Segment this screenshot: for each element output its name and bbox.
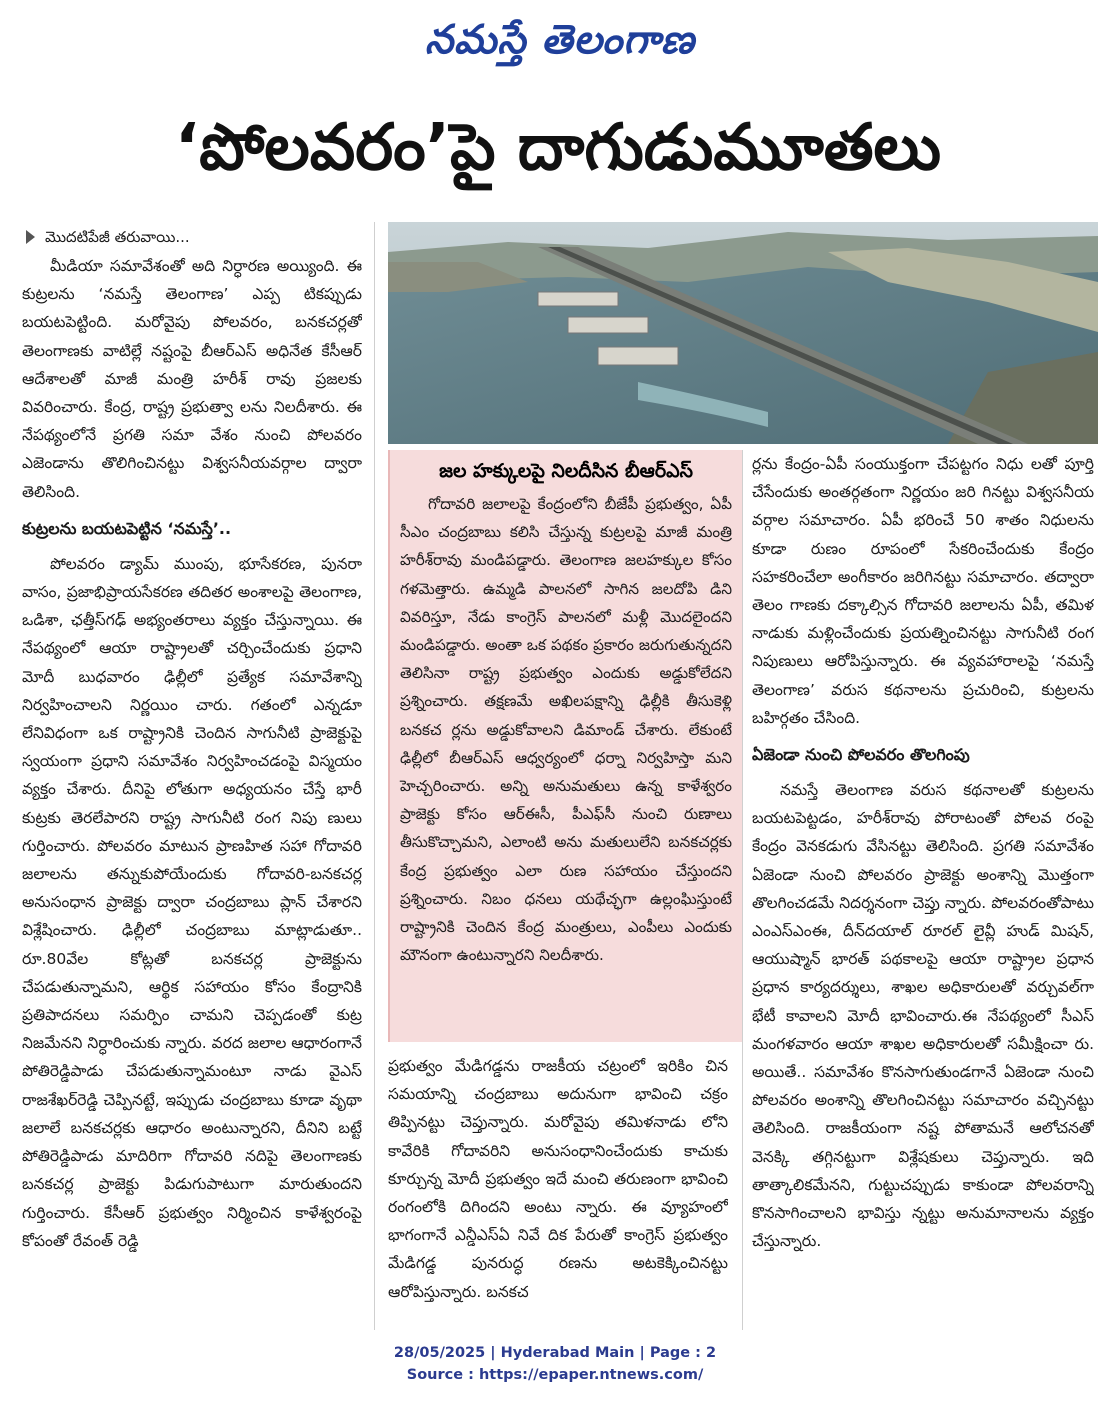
- column-divider: [374, 222, 375, 1330]
- section-subhead: కుట్రలను బయటపెట్టిన ‘నమస్తే’..: [22, 518, 232, 538]
- headline: ‘పోలవరం’పై దాగుడుమూతలు: [174, 111, 942, 185]
- continued-label: మొదటిపేజీ తరువాయి...: [45, 227, 190, 246]
- masthead-title: నమస్తే తెలంగాణ: [424, 16, 696, 63]
- footer-source: Source : https://epaper.ntnews.com/: [406, 1367, 704, 1383]
- article-paragraph: మీడియా సమావేశంతో అది నిర్ధారణ అయ్యింది. ఈ కుట్రలను ‘నమస్తే తెలంగాణ’ ఎప్ప టికప్పుడు బయటపెట్టింది. మరోవైపు పోలవరం, బనకచర్లతో తెలంగాణకు వాటిల్లే నష్టంపై బీఆర్ఎస్ అధినేత కేసీఆర్ ఆదేశాలతో మాజీ మంత్రి హరీశ్ రావు ప్రజలకు వివరించారు. కేంద్ర, రాష్ట్ర ప్రభుత్వా లను నిలదీశారు. ఈ నేపథ్యంలోనే ప్రగతి సమా వేశం నుంచి పోలవరం ఎజెండాను తొలిగించినట్టు విశ్వసనీయవర్గాల ద్వారా తెలిసింది.: [22, 257, 362, 501]
- article-column-3: [752, 450, 1094, 1330]
- sidebar-paragraph: గోదావరి జలాలపై కేంద్రంలోని బీజేపీ ప్రభుత్వం, ఏపీ సీఎం చంద్రబాబు కలిసి చేస్తున్న కుట్రలపై మాజీ మంత్రి హరీశ్‌రావు మండిపడ్డారు. తెలంగాణ జలహక్కుల కోసం గళమెత్తారు. ఉమ్మడి పాలనలో సాగిన జలదోపి డిని వివరిస్తూ, నేడు కాంగ్రెస్ పాలనలో మళ్లీ మొదలైందని మండిపడ్డారు. అంతా ఒక పథకం ప్రకారం జరుగుతున్నదని తెలిసినా రాష్ట్ర ప్రభుత్వం ఎందుకు అడ్డుకోలేదని ప్రశ్నించారు. తక్షణమే అఖిలపక్షాన్ని ఢిల్లీకి తీసుకెళ్లి బనకచ ర్లను అడ్డుకోవాలని డిమాండ్ చేశారు. లేకుంటే ఢిల్లీలో బీఆర్ఎస్ ఆధ్వర్యంలో ధర్నా నిర్వహిస్తా మని హెచ్చరించారు. అన్ని అనుమతులు ఉన్న కాళేశ్వరం ప్రాజెక్టు కోసం ఆర్ఈసీ, పీఎఫ్‌సీ నుంచి రుణాలు తీసుకొచ్చామని, ఎలాంటి అను మతులులేని బనకచర్లకు కేంద్ర ప్రభుత్వం ఎలా రుణ సహాయం చేస్తుందని ప్రశ్నించారు. నిబం ధనలు యథేచ్ఛగా ఉల్లంఘిస్తుంటే రాష్ట్రానికి చెందిన కేంద్ర మంత్రులు, ఎంపీలు ఎందుకు మౌనంగా ఉంటున్నారని నిలదీశారు.: [400, 495, 732, 965]
- article-column-2: [388, 1052, 728, 1332]
- dam-photo-illustration: [388, 222, 1098, 444]
- article-paragraph: ర్లను కేంద్రం-ఏపీ సంయుక్తంగా చేపట్టగం నిధు లతో పూర్తి చేసేందుకు అంతర్గతంగా నిర్ణయం జరి గినట్టు విశ్వసనీయ వర్గాల సమాచారం. ఏపీ భరించే 50 శాతం నిధులను కూడా రుణం రూపంలో సేకరించేందుకు కేంద్రం సహకరించేలా అంగీకారం జరిగినట్టు సమాచారం. తద్వారా తెలం గాణకు దక్కాల్సిన గోదావరి జలాలను ఏపీ, తమిళ నాడుకు మళ్లించేందుకు ప్రయత్నించినట్టు సాగునీటి రంగ నిపుణులు ఆరోపిస్తున్నారు. ఈ వ్యవహారాలపై ‘నమస్తే తెలంగాణ’ వరుస కథనాలను ప్రచురించి, కుట్రలను బహిర్గతం చేసింది.: [752, 455, 1094, 727]
- article-column-1: [22, 222, 362, 1330]
- page-footer: [0, 1342, 1110, 1386]
- article-paragraph: నమస్తే తెలంగాణ వరుస కథనాలతో కుట్రలను బయటపెట్టడం, హరీశ్‌రావు పోరాటంతో పోలవ రంపై కేంద్రం వెనకడుగు వేసినట్టు తెలిసింది. ప్రగతి సమావేశం ఏజెండా నుంచి పోలవరం ప్రాజెక్టు అంశాన్ని మొత్తంగా తొలగించడమే నిదర్శనంగా చెప్తు న్నారు. పోలవరంతోపాటు ఎంఎస్ఎంఈ, దీన్‌దయాల్ రూరల్ లైవ్లీ హుడ్ మిషన్, ఆయుష్మాన్ భారత్ పథకాలపై ఆయా రాష్ట్రాల ప్రధాన ప్రధాన కార్యదర్శులు, శాఖల అధికారులతో వర్చువల్‌గా భేటీ కావాలని మోదీ భావించారు.ఈ నేపథ్యంలో సీఎస్ మంగళవారం ఆయా శాఖల అధికారులతో సమీక్షించా రు. అయితే.. సమావేశం కొనసాగుతుండగానే ఏజెండా నుంచి పోలవరం అంశాన్ని తొలగించినట్టు సమాచారం వచ్చినట్టు తెలిసింది. రాజకీయంగా నష్ట పోతామనే ఆలోచనతో వెనక్కి తగ్గినట్టుగా విశ్లేషకులు చెప్తున్నారు. ఇది తాత్కాలికమేనని, గుట్టుచప్పుడు కాకుండా పోలవరాన్ని కొనసాగించాలని భావిస్తు న్నట్టు అనుమానాలను వ్యక్తం చేస్తున్నారు.: [752, 781, 1094, 1251]
- dam-photo: [388, 222, 1098, 444]
- footer-dateline: 28/05/2025 | Hyderabad Main | Page : 2: [393, 1345, 717, 1361]
- masthead-logo: [370, 8, 750, 72]
- section-subhead: ఏజెండా నుంచి పోలవరం తొలగింపు: [752, 745, 970, 765]
- sidebar-title: జల హక్కులపై నిలదీసిన బీఆర్ఎస్: [439, 460, 693, 482]
- column-divider: [742, 450, 743, 1330]
- article-paragraph: ప్రభుత్వం మేడిగడ్డను రాజకీయ చట్రంలో ఇరికిం చిన సమయాన్ని చంద్రబాబు అదునుగా భావించి చక్రం తిప్పినట్టు చెప్తున్నారు. మరోవైపు తమిళనాడు లోని కావేరికి గోదావరిని అనుసంధానించేందుకు కాచుకు కూర్చున్న మోదీ ప్రభుత్వం ఇదే మంచి తరుణంగా భావించి రంగంలోకి దిగిందని అంటు న్నారు. ఈ వ్యూహంలో భాగంగానే ఎన్డీఎస్‌ఏ నివే దిక పేరుతో కాంగ్రెస్ ప్రభుత్వం మేడిగడ్డ పునరుద్ధ రణను అటకెక్కించినట్టు ఆరోపిస్తున్నారు. బనకచ: [388, 1057, 728, 1301]
- article-paragraph: పోలవరం డ్యామ్ ముంపు, భూసేకరణ, పునరా వాసం, ప్రజాభిప్రాయసేకరణ తదితర అంశాలపై తెలంగాణ, ఒడిశా, ఛత్తీస్‌గఢ్ అభ్యంతరాలు వ్యక్తం చేస్తున్నాయి. ఈ నేపథ్యంలో ఆయా రాష్ట్రాలతో చర్చించేందుకు ప్రధాని మోదీ బుధవారం ఢిల్లీలో ప్రత్యేక సమావేశాన్ని నిర్వహించాలని నిర్ణయిం చారు. గతంలో ఎన్నడూ లేనివిధంగా ఒక రాష్ట్రానికి చెందిన సాగునీటి ప్రాజెక్టుపై స్వయంగా ప్రధాని సమావేశం నిర్వహించడంపై విస్మయం వ్యక్తం చేశారు. దీనిపై లోతుగా అధ్యయనం చేస్తే భారీ కుట్రకు తెరలేపారని రాష్ట్ర సాగునీటి రంగ నిపు ణులు గుర్తించారు. పోలవరం మాటున ప్రాణహిత సహా గోదావరి జలాలను తన్నుకుపోయేందుకు గోదావరి-బనకచర్ల అనుసంధాన ప్రాజెక్టు ద్వారా చంద్రబాబు ప్లాన్ చేశారని విశ్లేషించారు. ఢిల్లీలో చంద్రబాబు మాట్లాడుతూ.. రూ.80వేల కోట్లతో బనకచర్ల ప్రాజెక్టును చేపడుతున్నామని, ఆర్థిక సహాయం కోసం కేంద్రానికి ప్రతిపాదనలు సమర్పిం చామని చెప్పడంతో కుట్ర నిజమేనని నిర్ధారించుకు న్నారు. వరద జలాల ఆధారంగానే పోతిరెడ్డిపాడు చేపడుతున్నామంటూ నాడు వైఎస్ రాజశేఖర్‌రెడ్డి చెప్పినట్టే, ఇప్పుడు చంద్రబాబు కూడా వృథా జలాలే బనకచర్లకు ఆధారం అంటున్నారని, దీనిని బట్టే పోతిరెడ్డిపాడు మాదిరిగా గోదావరి నదిపై తెలంగాణకు బనకచర్ల ప్రాజెక్టు పిడుగుపాటుగా మారుతుందని గుర్తించారు. కేసీఆర్ ప్రభుత్వం నిర్మించిన కాళేశ్వరంపై కోపంతో రేవంత్ రెడ్డి: [22, 554, 362, 1250]
- continued-marker: [22, 222, 362, 252]
- sidebar-box: [388, 450, 742, 1042]
- chevron-right-icon: [26, 230, 35, 244]
